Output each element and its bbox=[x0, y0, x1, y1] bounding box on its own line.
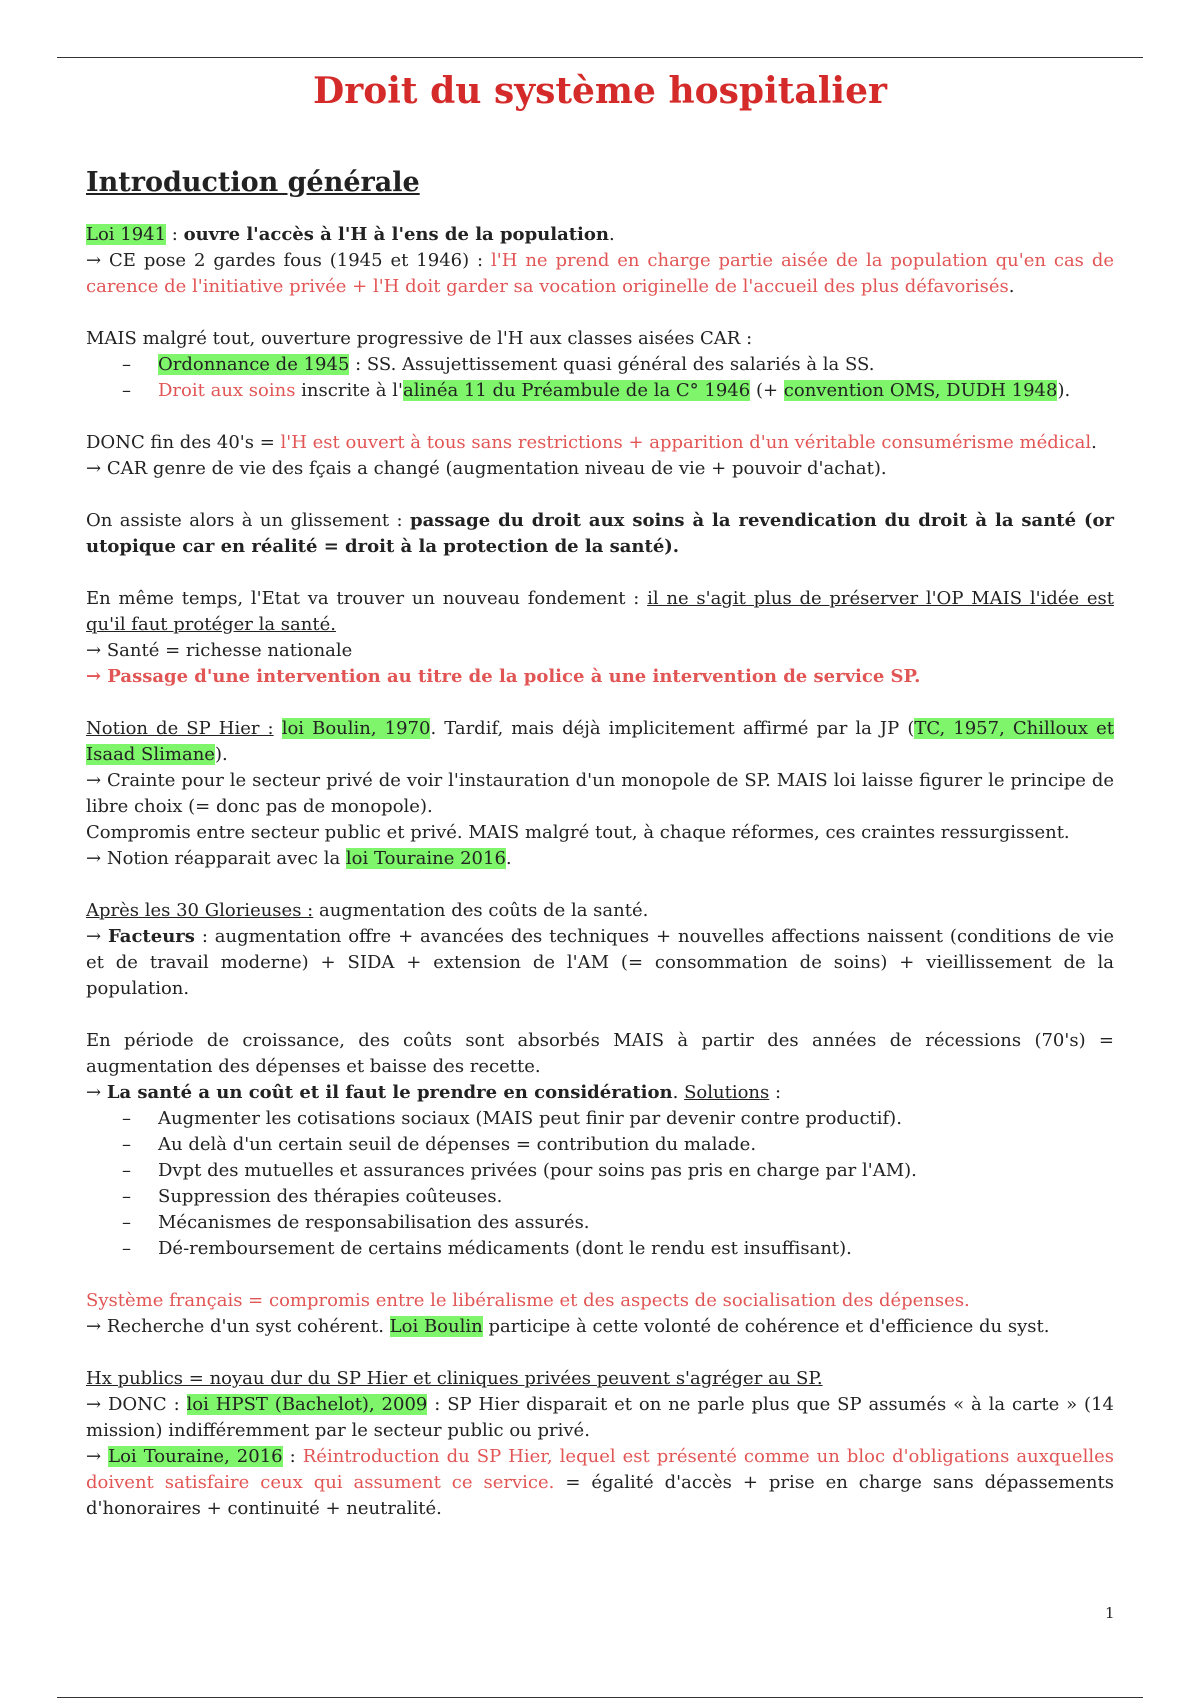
list-item bbox=[86, 352, 1114, 378]
red-text: Réintroduction du SP Hier, lequel est présenté comme un bloc d'obligations auxquelles doivent satisfaire ceux qui assument ce service. bbox=[86, 1446, 1114, 1493]
line: MAIS malgré tout, ouverture progressive de l'H aux classes aisées CAR : bbox=[86, 328, 753, 349]
arrow-icon: → bbox=[86, 848, 102, 869]
red-text: Système français = compromis entre le libéralisme et des aspects de socialisation des dépenses. bbox=[86, 1290, 970, 1311]
underlined-text: Après les 30 Glorieuses : bbox=[86, 900, 314, 921]
text: . bbox=[1008, 276, 1015, 297]
text: . bbox=[672, 1082, 685, 1103]
text: (+ bbox=[750, 380, 784, 401]
text: Recherche d'un syst cohérent. bbox=[101, 1316, 390, 1337]
paragraph-fin-40s bbox=[86, 430, 1114, 482]
text: . bbox=[505, 848, 512, 869]
line bbox=[86, 430, 1114, 456]
underlined-text: Solutions bbox=[684, 1082, 770, 1103]
text: DONC : bbox=[101, 1394, 187, 1415]
line bbox=[86, 898, 1114, 924]
bold-text: La santé a un coût et il faut le prendre en considération bbox=[106, 1082, 673, 1103]
bottom-rule bbox=[57, 1697, 1143, 1698]
document-body bbox=[86, 166, 1114, 1548]
section-title: Introduction générale bbox=[86, 167, 420, 198]
text: participe à cette volonté de cohérence et d'efficience du syst. bbox=[482, 1316, 1050, 1337]
text: . bbox=[1091, 432, 1097, 453]
text: CE pose 2 gardes fous (1945 et 1946) : bbox=[101, 250, 492, 271]
arrow-icon: → bbox=[86, 1316, 102, 1337]
arrow-icon: → bbox=[86, 1446, 102, 1467]
solutions-list bbox=[86, 1106, 1114, 1262]
highlight: TC, 1957, Chilloux et Isaad Slimane bbox=[86, 718, 1114, 765]
text: On assiste alors à un glissement : bbox=[86, 510, 410, 531]
text: : bbox=[166, 224, 184, 245]
line bbox=[86, 1080, 1114, 1106]
line bbox=[86, 1444, 1114, 1522]
paragraph-fondement bbox=[86, 586, 1114, 690]
highlight: alinéa 11 du Préambule de la C° 1946 bbox=[402, 380, 751, 401]
arrow-icon: → bbox=[86, 458, 102, 479]
text: = égalité d'accès + prise en charge sans dépassements d'honoraires + continuité + neutralité. bbox=[86, 1472, 1114, 1519]
paragraph-ouverture bbox=[86, 326, 1114, 404]
text: : bbox=[769, 1082, 782, 1103]
text: Notion réapparait avec la bbox=[101, 848, 346, 869]
paragraph-croissance bbox=[86, 1028, 1114, 1262]
text: : SP Hier disparait et on ne parle plus que SP assumés « à la carte » (14 mission) indifféremment par le secteur public ou privé. bbox=[86, 1394, 1114, 1441]
page-number: 1 bbox=[1105, 1604, 1115, 1622]
list-item bbox=[86, 378, 1114, 404]
arrow-icon: → bbox=[86, 770, 102, 791]
list-item: – Dé-remboursement de certains médicaments (dont le rendu est insuffisant). bbox=[86, 1236, 1114, 1262]
bold-text: ouvre l'accès à l'H à l'ens de la population bbox=[183, 224, 609, 245]
highlight: loi HPST (Bachelot), 2009 bbox=[186, 1394, 428, 1415]
text: En même temps, l'Etat va trouver un nouveau fondement : bbox=[86, 588, 648, 609]
underlined-text: Hx publics = noyau dur du SP Hier et cliniques privées peuvent s'agréger au SP. bbox=[86, 1368, 823, 1389]
text: : bbox=[282, 1446, 303, 1467]
text: ). bbox=[214, 744, 228, 765]
paragraph-systeme-francais bbox=[86, 1288, 1114, 1340]
arrow-icon: → bbox=[86, 1394, 102, 1415]
text: Crainte pour le secteur privé de voir l'instauration d'un monopole de SP. MAIS loi laisse figurer le principe de libre choix (= donc pas de monopole). bbox=[86, 770, 1114, 817]
list-item: – Suppression des thérapies coûteuses. bbox=[86, 1184, 1114, 1210]
text: inscrite à l' bbox=[295, 380, 403, 401]
highlight: Loi 1941 bbox=[86, 224, 167, 245]
line bbox=[86, 222, 1114, 248]
bold-text: Facteurs bbox=[108, 926, 195, 947]
page-title: Droit du système hospitalier bbox=[313, 70, 887, 112]
highlight: loi Touraine 2016 bbox=[345, 848, 506, 869]
line: En période de croissance, des coûts sont absorbés MAIS à partir des années de récessions (70's) = augmentation des dépenses et baisse des recette. bbox=[86, 1030, 1114, 1077]
line bbox=[86, 846, 1114, 872]
list-item: – Dvpt des mutuelles et assurances privées (pour soins pas pris en charge par l'AM). bbox=[86, 1158, 1114, 1184]
arrow-icon: → bbox=[86, 1082, 102, 1103]
text: CAR genre de vie des fçais a changé (augmentation niveau de vie + pouvoir d'achat). bbox=[101, 458, 887, 479]
red-text: l'H est ouvert à tous sans restrictions + apparition d'un véritable consumérisme médical bbox=[280, 432, 1092, 453]
red-text: Droit aux soins bbox=[158, 380, 296, 401]
paragraph-sp-hier bbox=[86, 716, 1114, 872]
bold-text: passage du droit aux soins à la revendication du droit à la santé (or utopique car en réalité = droit à la protection de la santé). bbox=[86, 510, 1114, 557]
text: . bbox=[608, 224, 615, 245]
paragraph-30-glorieuses bbox=[86, 898, 1114, 1002]
arrow-icon: → bbox=[86, 250, 102, 271]
line bbox=[86, 586, 1114, 638]
line: Compromis entre secteur public et privé. MAIS malgré tout, à chaque réformes, ces craintes ressurgissent. bbox=[86, 822, 1070, 843]
line bbox=[86, 1314, 1114, 1340]
highlight: Loi Boulin bbox=[389, 1316, 483, 1337]
paragraph-glissement bbox=[86, 508, 1114, 560]
dash-list bbox=[86, 352, 1114, 404]
text: : augmentation offre + avancées des techniques + nouvelles affections naissent (conditions de vie et de travail moderne) + SIDA + extension de l'AM (= consommation de soins) + vieillissement de la population. bbox=[86, 926, 1114, 999]
list-item: – Augmenter les cotisations sociaux (MAIS peut finir par devenir contre productif). bbox=[86, 1106, 1114, 1132]
paragraph-loi-1941 bbox=[86, 222, 1114, 300]
line bbox=[86, 456, 1114, 482]
text: DONC fin des 40's = bbox=[86, 432, 281, 453]
underlined-text: Notion de SP Hier : bbox=[86, 718, 274, 739]
line bbox=[86, 716, 1114, 768]
arrow-icon: → bbox=[86, 640, 102, 661]
top-rule bbox=[57, 57, 1143, 58]
highlight: Ordonnance de 1945 bbox=[158, 354, 350, 375]
highlight: loi Boulin, 1970 bbox=[281, 718, 431, 739]
highlight: Loi Touraine, 2016 bbox=[108, 1446, 283, 1467]
highlight: convention OMS, DUDH 1948 bbox=[783, 380, 1058, 401]
red-text: l'H ne prend en charge partie aisée de la population qu'en cas de carence de l'initiative privée + l'H doit garder sa vocation originelle de l'accueil des plus défavorisés bbox=[86, 250, 1114, 297]
line bbox=[86, 638, 1114, 664]
text: : SS. Assujettissement quasi général des salariés à la SS. bbox=[349, 354, 875, 375]
text: . Tardif, mais déjà implicitement affirmé par la JP ( bbox=[430, 718, 915, 739]
paragraph-hx-publics bbox=[86, 1366, 1114, 1522]
underlined-text: il ne s'agit plus de préserver l'OP MAIS l'idée est qu'il faut protéger la santé. bbox=[86, 588, 1114, 635]
list-item: – Mécanismes de responsabilisation des assurés. bbox=[86, 1210, 1114, 1236]
list-item: – Au delà d'un certain seuil de dépenses = contribution du malade. bbox=[86, 1132, 1114, 1158]
line bbox=[86, 248, 1114, 300]
arrow-icon: → bbox=[86, 926, 102, 947]
text: Santé = richesse nationale bbox=[101, 640, 353, 661]
text: ). bbox=[1057, 380, 1071, 401]
line bbox=[86, 924, 1114, 1002]
line bbox=[86, 1392, 1114, 1444]
line bbox=[86, 664, 1114, 690]
arrow-icon: → bbox=[86, 666, 102, 687]
red-bold-text: Passage d'une intervention au titre de la police à une intervention de service SP. bbox=[101, 666, 921, 687]
line bbox=[86, 768, 1114, 820]
text: augmentation des coûts de la santé. bbox=[313, 900, 649, 921]
